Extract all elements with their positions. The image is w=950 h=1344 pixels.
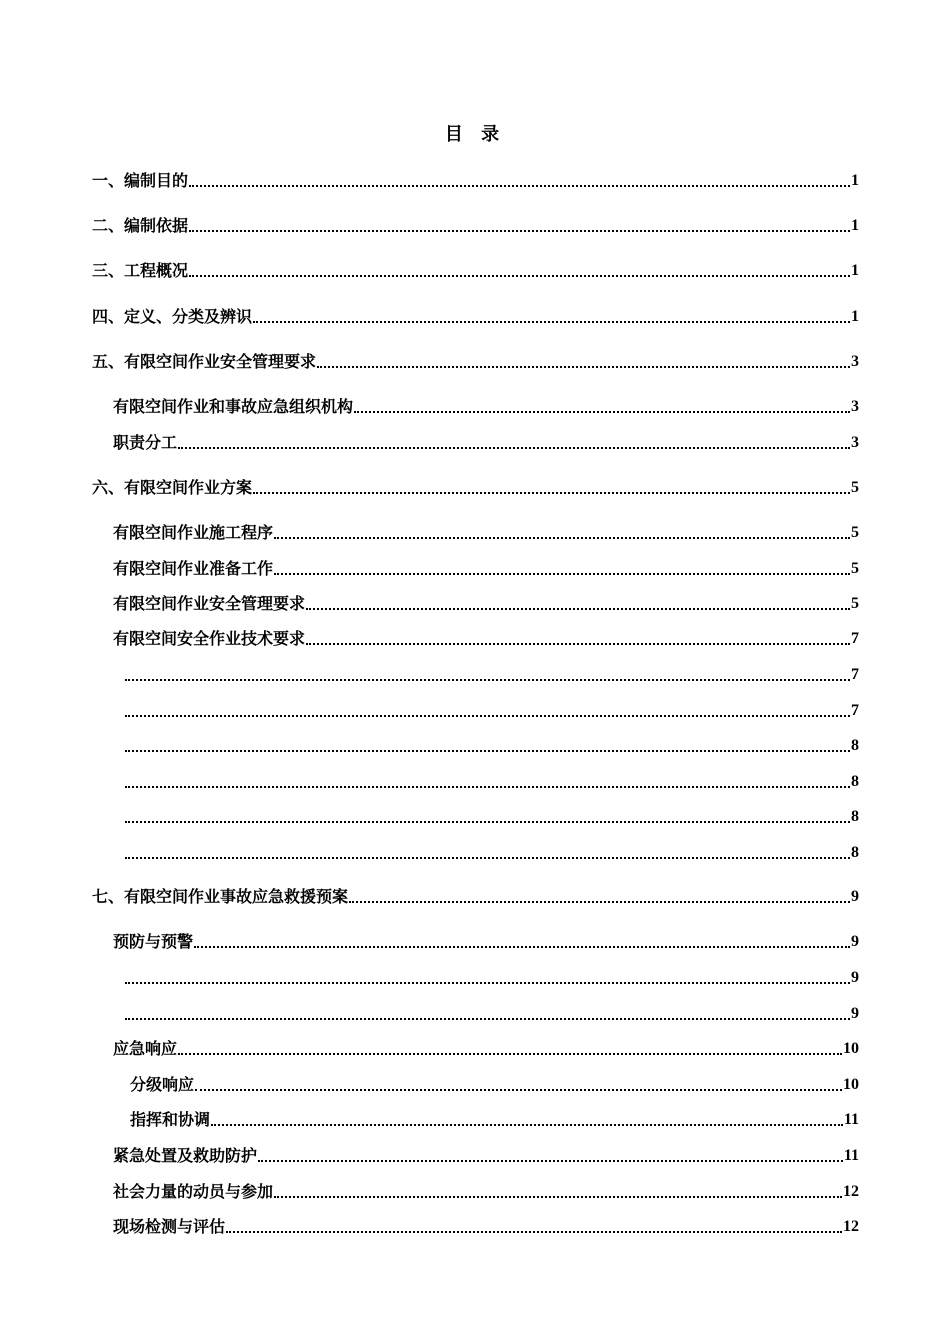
toc-entry[interactable] bbox=[113, 430, 859, 454]
toc-entry-text: 有限空间作业和事故应急组织机构 bbox=[113, 397, 354, 416]
toc-page-number: 1 bbox=[851, 308, 859, 325]
toc-dot-leader bbox=[125, 1018, 850, 1020]
toc-dot-leader bbox=[125, 786, 850, 788]
toc-dot-leader bbox=[194, 946, 850, 948]
toc-title: 目 录 bbox=[444, 124, 506, 145]
toc-dot-leader bbox=[258, 1160, 843, 1162]
toc-entry-text: 职责分工 bbox=[113, 433, 178, 452]
toc-page-number: 7 bbox=[851, 666, 859, 683]
toc-page-number: 5 bbox=[851, 479, 859, 496]
toc-entry[interactable] bbox=[124, 1001, 859, 1025]
toc-page-number: 3 bbox=[851, 398, 859, 415]
toc-entry[interactable] bbox=[92, 258, 859, 282]
toc-entry[interactable] bbox=[130, 1107, 859, 1131]
toc-page-number: 8 bbox=[851, 773, 859, 790]
toc-page-number: 8 bbox=[851, 737, 859, 754]
toc-page-number: 12 bbox=[843, 1218, 859, 1235]
toc-page-number: 1 bbox=[851, 217, 859, 234]
toc-dot-leader bbox=[226, 1231, 842, 1233]
toc-dot-leader bbox=[253, 321, 850, 323]
toc-entry[interactable] bbox=[92, 168, 859, 192]
toc-dot-leader bbox=[189, 185, 850, 187]
toc-dot-leader bbox=[125, 750, 850, 752]
toc-entry[interactable] bbox=[113, 1179, 859, 1203]
toc-page-number: 8 bbox=[851, 844, 859, 861]
toc-page-number: 7 bbox=[851, 702, 859, 719]
toc-entry[interactable] bbox=[124, 698, 859, 722]
toc-entry-text: 紧急处置及救助防护 bbox=[113, 1146, 258, 1165]
toc-page-number: 1 bbox=[851, 172, 859, 189]
toc-dot-leader bbox=[354, 411, 850, 413]
toc-entry-text: 四、定义、分类及辨识 bbox=[92, 307, 253, 326]
toc-page-number: 10 bbox=[843, 1040, 859, 1057]
toc-dot-leader bbox=[189, 275, 850, 277]
toc-page-number: 1 bbox=[851, 262, 859, 279]
toc-entry[interactable] bbox=[124, 804, 859, 828]
toc-dot-leader bbox=[125, 857, 850, 859]
toc-entry-text: 社会力量的动员与参加 bbox=[113, 1182, 274, 1201]
toc-page-number: 3 bbox=[851, 434, 859, 451]
toc-entry-text: 七、有限空间作业事故应急救援预案 bbox=[92, 887, 349, 906]
toc-page-number: 7 bbox=[851, 630, 859, 647]
toc-entry-text: 指挥和协调 bbox=[130, 1110, 211, 1129]
toc-page-number: 9 bbox=[851, 1005, 859, 1022]
toc-entry[interactable] bbox=[113, 1143, 859, 1167]
toc-dot-leader bbox=[317, 366, 850, 368]
toc-entry[interactable] bbox=[92, 349, 859, 373]
toc-dot-leader bbox=[125, 821, 850, 823]
toc-page-number: 11 bbox=[843, 1147, 859, 1164]
toc-dot-leader bbox=[349, 901, 850, 903]
toc-page-number: 11 bbox=[843, 1111, 859, 1128]
toc-dot-leader bbox=[125, 715, 850, 717]
toc-entry[interactable] bbox=[113, 1036, 859, 1060]
toc-page-number: 9 bbox=[851, 933, 859, 950]
toc-page-number: 5 bbox=[851, 524, 859, 541]
toc-entry[interactable] bbox=[113, 1214, 859, 1238]
toc-entry-text: 有限空间安全作业技术要求 bbox=[113, 629, 306, 648]
toc-page-number: 5 bbox=[851, 595, 859, 612]
toc-dot-leader bbox=[178, 447, 850, 449]
toc-dot-leader bbox=[178, 1053, 842, 1055]
toc-entry[interactable] bbox=[113, 394, 859, 418]
toc-entry-text: 有限空间作业施工程序 bbox=[113, 523, 274, 542]
toc-entry-text: 六、有限空间作业方案 bbox=[92, 478, 253, 497]
toc-dot-leader bbox=[306, 608, 850, 610]
toc-dot-leader bbox=[274, 1196, 842, 1198]
toc-entry[interactable] bbox=[130, 1072, 859, 1096]
toc-dot-leader bbox=[211, 1124, 843, 1126]
toc-entry[interactable] bbox=[124, 769, 859, 793]
toc-page-number: 9 bbox=[851, 969, 859, 986]
toc-dot-leader bbox=[274, 573, 850, 575]
toc-entry[interactable] bbox=[113, 556, 859, 580]
toc-entry[interactable] bbox=[124, 662, 859, 686]
toc-entry[interactable] bbox=[124, 965, 859, 989]
toc-entry-text: 一、编制目的 bbox=[92, 171, 189, 190]
toc-entry-text: 现场检测与评估 bbox=[113, 1217, 226, 1236]
toc-page-number: 8 bbox=[851, 808, 859, 825]
toc-page-number: 9 bbox=[851, 888, 859, 905]
toc-page-number: 5 bbox=[851, 560, 859, 577]
toc-entry-text: 有限空间作业准备工作 bbox=[113, 559, 274, 578]
toc-entry[interactable] bbox=[124, 840, 859, 864]
toc-entry-text: 三、工程概况 bbox=[92, 261, 189, 280]
toc-dot-leader bbox=[195, 1089, 842, 1091]
toc-entry-text: 五、有限空间作业安全管理要求 bbox=[92, 352, 317, 371]
toc-dot-leader bbox=[189, 230, 850, 232]
toc-entry[interactable] bbox=[113, 520, 859, 544]
toc-entry-text: 二、编制依据 bbox=[92, 216, 189, 235]
toc-dot-leader bbox=[306, 643, 850, 645]
toc-page-number: 12 bbox=[843, 1183, 859, 1200]
toc-entry[interactable] bbox=[113, 929, 859, 953]
toc-entry-text: 分级响应 bbox=[130, 1075, 195, 1094]
toc-entry[interactable] bbox=[124, 733, 859, 757]
toc-entry[interactable] bbox=[92, 304, 859, 328]
toc-entry[interactable] bbox=[92, 213, 859, 237]
toc-entry-text: 预防与预警 bbox=[113, 932, 194, 951]
toc-entry[interactable] bbox=[113, 626, 859, 650]
toc-page-number: 3 bbox=[851, 353, 859, 370]
toc-entry[interactable] bbox=[92, 884, 859, 908]
toc-entry-text: 应急响应 bbox=[113, 1039, 178, 1058]
toc-page-number: 10 bbox=[843, 1076, 859, 1093]
toc-dot-leader bbox=[253, 492, 850, 494]
toc-entry[interactable] bbox=[92, 475, 859, 499]
toc-dot-leader bbox=[125, 679, 850, 681]
toc-dot-leader bbox=[274, 537, 850, 539]
toc-entry[interactable] bbox=[113, 591, 859, 615]
toc-dot-leader bbox=[125, 982, 850, 984]
toc-entry-text: 有限空间作业安全管理要求 bbox=[113, 594, 306, 613]
